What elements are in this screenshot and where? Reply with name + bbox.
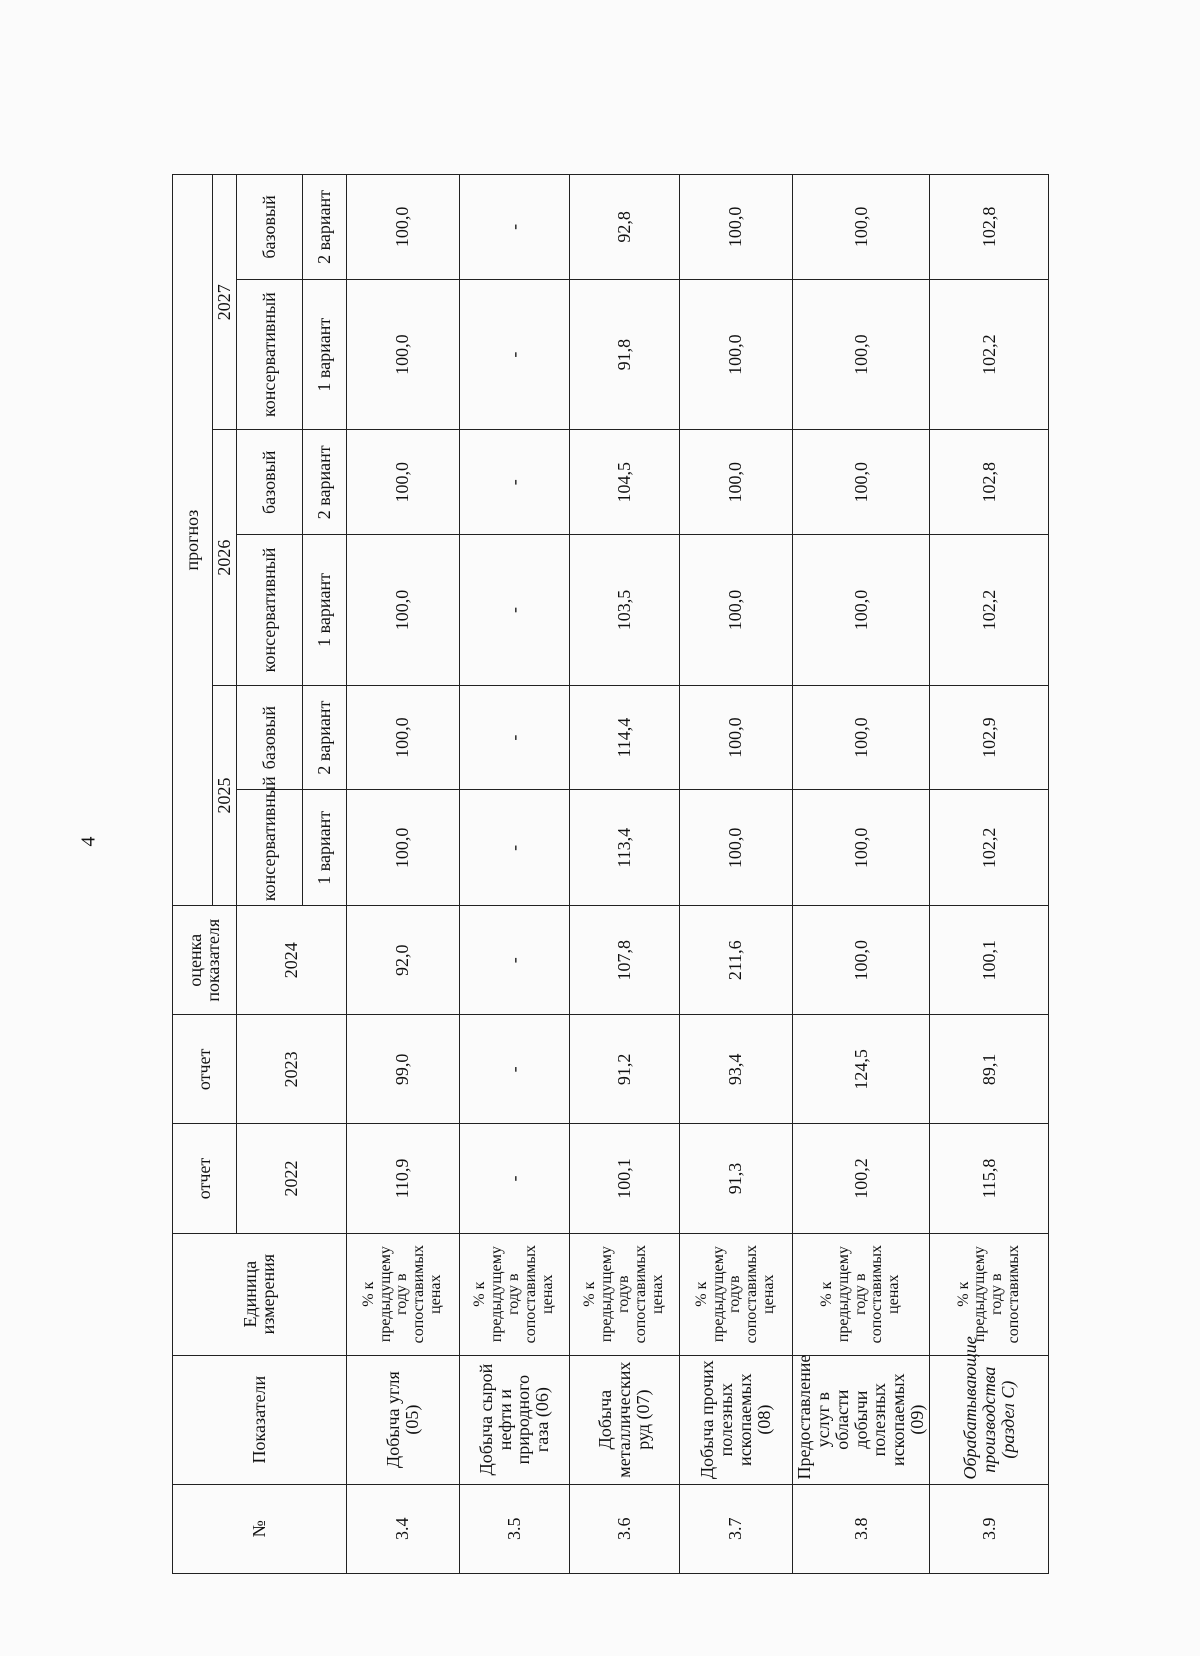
- cell-2026-v1: 103,5: [569, 535, 679, 686]
- cell-2027-v1: 100,0: [792, 279, 929, 430]
- cell-2027-v1: 100,0: [679, 279, 792, 430]
- cell-2027-v2: -: [459, 175, 569, 280]
- cell-2027-v1: -: [459, 279, 569, 430]
- header-2025-variant2: 2 вариант: [302, 685, 346, 790]
- cell-2026-v1: 100,0: [792, 535, 929, 686]
- row-indicator: Предоставление услуг в области добычи полезных ископаемых (09): [792, 1355, 929, 1484]
- cell-2024: 100,1: [930, 906, 1049, 1015]
- cell-2027-v1: 102,2: [930, 279, 1049, 430]
- cell-2027-v2: 92,8: [569, 175, 679, 280]
- cell-2024: 92,0: [346, 906, 459, 1015]
- cell-2024: 107,8: [569, 906, 679, 1015]
- header-year-2022: 2022: [236, 1124, 346, 1233]
- cell-2027-v1: 91,8: [569, 279, 679, 430]
- header-forecast: прогноз: [173, 175, 213, 906]
- cell-2027-v2: 100,0: [346, 175, 459, 280]
- cell-2023: 89,1: [930, 1015, 1049, 1124]
- row-unit: % к предыдущему году в сопоставимых ценах: [792, 1233, 929, 1355]
- cell-2025-v2: 100,0: [679, 685, 792, 790]
- header-2027-conservative: консервативный: [236, 279, 302, 430]
- table-row: [459, 175, 569, 1574]
- page-number: 4: [77, 836, 100, 847]
- cell-2024: -: [459, 906, 569, 1015]
- forecast-table: [172, 174, 1049, 1574]
- cell-2025-v2: 102,9: [930, 685, 1049, 790]
- cell-2022: 91,3: [679, 1124, 792, 1233]
- row-unit: % к предыдущему годув сопоставимых ценах: [679, 1233, 792, 1355]
- cell-2023: 99,0: [346, 1015, 459, 1124]
- header-year-2025: 2025: [213, 685, 237, 905]
- cell-2026-v2: -: [459, 430, 569, 535]
- header-2027-variant2: 2 вариант: [302, 175, 346, 280]
- table-row: [792, 175, 929, 1574]
- table-row: [679, 175, 792, 1574]
- header-report-2023: отчет: [173, 1015, 237, 1124]
- cell-2022: 110,9: [346, 1124, 459, 1233]
- header-2027-variant1: 1 вариант: [302, 279, 346, 430]
- row-indicator: Добыча сырой нефти и природного газа (06): [459, 1355, 569, 1484]
- header-estimate: оценка показателя: [173, 906, 237, 1015]
- cell-2022: 100,2: [792, 1124, 929, 1233]
- cell-2025-v1: 100,0: [792, 790, 929, 906]
- row-unit: % к предыдущему году в сопоставимых: [930, 1233, 1049, 1355]
- cell-2025-v2: -: [459, 685, 569, 790]
- cell-2023: -: [459, 1015, 569, 1124]
- header-report-2022: отчет: [173, 1124, 237, 1233]
- cell-2023: 93,4: [679, 1015, 792, 1124]
- cell-2026-v1: 102,2: [930, 535, 1049, 686]
- row-num: 3.8: [792, 1484, 929, 1573]
- table-row: [930, 175, 1049, 1574]
- cell-2027-v2: 100,0: [679, 175, 792, 280]
- row-num: 3.5: [459, 1484, 569, 1573]
- header-year-2024: 2024: [236, 906, 346, 1015]
- cell-2025-v1: 100,0: [346, 790, 459, 906]
- cell-2026-v2: 100,0: [679, 430, 792, 535]
- header-num: №: [173, 1484, 347, 1573]
- row-unit: % к предыдущему году в сопоставимых ценах: [459, 1233, 569, 1355]
- cell-2027-v2: 102,8: [930, 175, 1049, 280]
- row-unit: % к предыдущему году в сопоставимых ценах: [346, 1233, 459, 1355]
- cell-2025-v2: 100,0: [792, 685, 929, 790]
- row-num: 3.9: [930, 1484, 1049, 1573]
- header-indicators: Показатели: [173, 1355, 347, 1484]
- row-indicator: Добыча угля (05): [346, 1355, 459, 1484]
- header-2026-variant1: 1 вариант: [302, 535, 346, 686]
- cell-2024: 100,0: [792, 906, 929, 1015]
- cell-2026-v2: 104,5: [569, 430, 679, 535]
- header-year-2026: 2026: [213, 430, 237, 685]
- header-2025-conservative: консервативный: [236, 790, 302, 906]
- table-row: [569, 175, 679, 1574]
- cell-2026-v1: 100,0: [346, 535, 459, 686]
- cell-2025-v2: 114,4: [569, 685, 679, 790]
- cell-2026-v1: -: [459, 535, 569, 686]
- header-year-2027: 2027: [213, 175, 237, 430]
- header-2027-basic: базовый: [236, 175, 302, 280]
- row-indicator: Обрабатывающие производства (раздел С): [930, 1355, 1049, 1484]
- cell-2023: 91,2: [569, 1015, 679, 1124]
- rotated-table-container: [172, 174, 1022, 1574]
- cell-2025-v1: -: [459, 790, 569, 906]
- cell-2024: 211,6: [679, 906, 792, 1015]
- row-num: 3.6: [569, 1484, 679, 1573]
- row-num: 3.7: [679, 1484, 792, 1573]
- header-2026-basic: базовый: [236, 430, 302, 535]
- row-num: 3.4: [346, 1484, 459, 1573]
- cell-2022: -: [459, 1124, 569, 1233]
- cell-2026-v2: 100,0: [346, 430, 459, 535]
- row-indicator: Добыча прочих полезных ископаемых (08): [679, 1355, 792, 1484]
- header-unit: Единица измерения: [173, 1233, 347, 1355]
- cell-2023: 124,5: [792, 1015, 929, 1124]
- header-2025-variant1: 1 вариант: [302, 790, 346, 906]
- cell-2025-v1: 102,2: [930, 790, 1049, 906]
- cell-2022: 115,8: [930, 1124, 1049, 1233]
- cell-2027-v2: 100,0: [792, 175, 929, 280]
- cell-2025-v1: 100,0: [679, 790, 792, 906]
- cell-2027-v1: 100,0: [346, 279, 459, 430]
- cell-2025-v2: 100,0: [346, 685, 459, 790]
- table-row: [346, 175, 459, 1574]
- header-year-2023: 2023: [236, 1015, 346, 1124]
- cell-2025-v1: 113,4: [569, 790, 679, 906]
- cell-2026-v2: 102,8: [930, 430, 1049, 535]
- header-2026-conservative: консервативный: [236, 535, 302, 686]
- cell-2022: 100,1: [569, 1124, 679, 1233]
- row-indicator: Добыча металлических руд (07): [569, 1355, 679, 1484]
- cell-2026-v1: 100,0: [679, 535, 792, 686]
- header-2025-basic: базовый: [236, 685, 302, 790]
- row-unit: % к предыдущему годув сопоставимых ценах: [569, 1233, 679, 1355]
- cell-2026-v2: 100,0: [792, 430, 929, 535]
- header-2026-variant2: 2 вариант: [302, 430, 346, 535]
